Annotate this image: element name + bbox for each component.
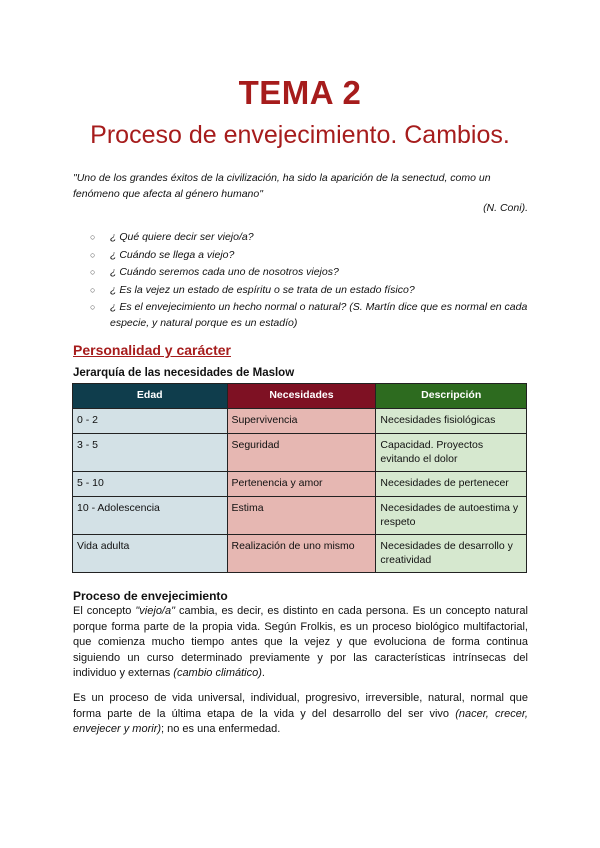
page-subtitle: Proceso de envejecimiento. Cambios. [90, 121, 510, 149]
maslow-table [72, 383, 527, 573]
paragraph-concept: El concepto "viejo/a" cambia, es decir, es distinto en cada persona. Es un concepto natural porque forma parte de la propia vida. Según Frolkis, es un proceso biológico multifactorial, que comienza mucho tiempo antes que la vejez y que evoluciona de forma continua siguiendo un curso determinado previamente y por las características intrínsecas del individuo y externas (cambio climático). [73, 605, 528, 679]
table-row [73, 535, 527, 573]
circle-bullet-icon: ○ [90, 302, 96, 312]
cell-descripcion: Necesidades de autoestima y respeto [376, 497, 527, 535]
cell-edad: 10 - Adolescencia [73, 497, 228, 535]
process-heading: Proceso de envejecimiento [73, 589, 228, 603]
cell-descripcion: Necesidades de pertenecer [376, 472, 527, 497]
cell-edad: Vida adulta [73, 535, 228, 573]
cell-necesidades: Estima [227, 497, 376, 535]
column-header-edad: Edad [73, 384, 228, 409]
circle-bullet-icon: ○ [90, 249, 96, 260]
table-row [73, 434, 527, 472]
cell-descripcion: Necesidades fisiológicas [376, 409, 527, 434]
cell-edad: 3 - 5 [73, 434, 228, 472]
quote-text: "Uno de los grandes éxitos de la civilización, ha sido la aparición de la senectud, como un fenómeno que afecta al género humano" [73, 172, 491, 200]
list-item: ○ ¿ Es el envejecimiento un hecho normal o natural? (S. Martín dice que es normal en cada especie, y natural porque es un estadío) [90, 301, 528, 329]
column-header-necesidades: Necesidades [227, 384, 376, 409]
cell-necesidades: Seguridad [227, 434, 376, 472]
cell-edad: 0 - 2 [73, 409, 228, 434]
circle-bullet-icon: ○ [90, 267, 96, 277]
circle-bullet-icon: ○ [90, 232, 96, 242]
section-heading: Personalidad y carácter [73, 342, 231, 358]
cell-descripcion: Necesidades de desarrollo y creatividad [376, 535, 527, 573]
table-header-row [73, 384, 527, 409]
column-header-descripcion: Descripción [376, 384, 527, 409]
question-list [90, 230, 530, 333]
table-title: Jerarquía de las necesidades de Maslow [73, 367, 295, 379]
page-title: TEMA 2 [238, 74, 362, 111]
quote-author: (N. Coni). [483, 202, 528, 214]
paragraph-definition: Es un proceso de vida universal, individual, progresivo, irreversible, natural, normal que forma parte de la última etapa de la vida y del desarrollo del ser vivo (nacer, crecer, envejecer y morir); no es una enfermedad. [73, 692, 528, 735]
cell-necesidades: Pertenencia y amor [227, 472, 376, 497]
table-row [73, 472, 527, 497]
cell-necesidades: Realización de uno mismo [227, 535, 376, 573]
circle-bullet-icon: ○ [90, 284, 96, 295]
list-item: ○ ¿ Es la vejez un estado de espíritu o se trata de un estado físico? [90, 283, 530, 299]
cell-descripcion: Capacidad. Proyectos evitando el dolor [376, 434, 527, 472]
table-row [73, 497, 527, 535]
cell-necesidades: Supervivencia [227, 409, 376, 434]
cell-edad: 5 - 10 [73, 472, 228, 497]
list-item: ○ ¿ Cuándo se llega a viejo? [90, 248, 530, 264]
list-item: ○ ¿ Cuándo seremos cada uno de nosotros viejos? [90, 265, 530, 281]
list-item: ○ ¿ Qué quiere decir ser viejo/a? [90, 230, 530, 246]
table-row [73, 409, 527, 434]
